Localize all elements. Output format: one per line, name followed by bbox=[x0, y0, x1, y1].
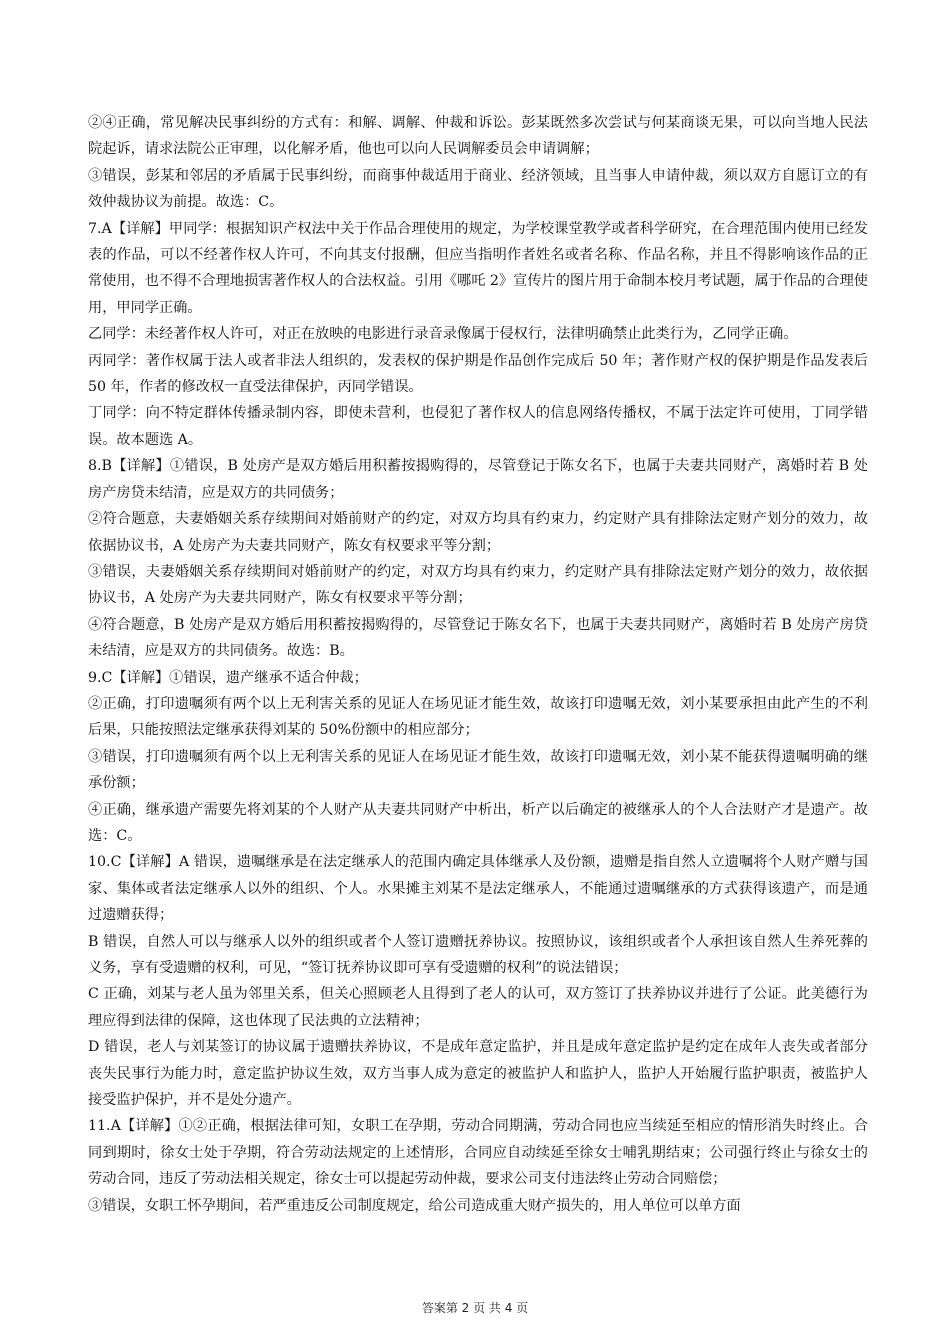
paragraph: ③错误，夫妻婚姻关系存续期间对婚前财产的约定，对双方均具有约束力，约定财产具有排除法定财产划分的效力，故依据协议书，A 处房产为夫妻共同财产，陈女有权要求平等分割； bbox=[88, 563, 868, 607]
paragraph: D 错误，老人与刘某签订的协议属于遗赠扶养协议，不是成年意定监护，并且是成年意定监护是约定在成年人丧失或者部分丧失民事行为能力时，意定监护协议生效，双方当事人成为意定的被监护人和监护人，监护人开始履行监护职责，被监护人接受监护保护，并不是处分遗产。 bbox=[88, 1039, 868, 1109]
paragraph: ②符合题意，夫妻婚姻关系存续期间对婚前财产的约定，对双方均具有约束力，约定财产具有排除法定财产划分的效力，故依据协议书，A 处房产为夫妻共同财产，陈女有权要求平等分割； bbox=[88, 511, 868, 554]
paragraph: 9.C【详解】①错误，遗产继承不适合仲裁； bbox=[88, 669, 368, 686]
page-footer: 答案第 2 页 共 4 页 bbox=[421, 1301, 529, 1315]
paragraph: 丁同学：向不特定群体传播录制内容，即使未营利，也侵犯了著作权人的信息网络传播权，不属于法定许可使用，丁同学错误。故本题选 A。 bbox=[88, 405, 868, 448]
paragraph: 丙同学：著作权属于法人或者非法人组织的，发表权的保护期是作品创作完成后 50 年；著作财产权的保护期是作品发表后 50 年，作者的修改权一直受法律保护，丙同学错误。 bbox=[88, 352, 868, 396]
paragraph: 乙同学：未经著作权人许可，对正在放映的电影进行录音录像属于侵权行，法律明确禁止此类行为，乙同学正确。 bbox=[88, 326, 798, 343]
paragraph: 11.A【详解】①②正确，根据法律可知，女职工在孕期，劳动合同期满，劳动合同也应当续延至相应的情形消失时终止。合同到期时，徐女士处于孕期，符合劳动法规定的上述情形，合同应自动续延至徐女士哺乳期结束；公司强行终止与徐女士的劳动合同，违反了劳动法相关规定，徐女士可以提起劳动仲裁，要求公司支付违法终止劳动合同赔偿； bbox=[88, 1118, 868, 1188]
paragraph: 10.C【详解】A 错误，遗嘱继承是在法定继承人的范围内确定具体继承人及份额，遗赠是指自然人立遗嘱将个人财产赠与国家、集体或者法定继承人以外的组织、个人。水果摊主刘某不是法定继承人，不能通过遗嘱继承的方式获得该遗产，而是通过遗赠获得； bbox=[88, 854, 868, 924]
paragraph: 8.B【详解】①错误，B 处房产是双方婚后用积蓄按揭购得的，尽管登记于陈女名下，也属于夫妻共同财产，离婚时若 B 处房产房贷未结清，应是双方的共同债务； bbox=[88, 458, 868, 501]
paragraph: ③错误，女职工怀孕期间，若严重违反公司制度规定，给公司造成重大财产损失的，用人单位可以单方面 bbox=[88, 1197, 741, 1214]
paragraph: ②正确，打印遗嘱须有两个以上无利害关系的见证人在场见证才能生效，故该打印遗嘱无效，刘小某要承担由此产生的不利后果，只能按照法定继承获得刘某的 50%份额中的相应部分； bbox=[88, 695, 868, 739]
paragraph: C 正确，刘某与老人虽为邻里关系，但关心照顾老人且得到了老人的认可，双方签订了扶养协议并进行了公证。此美德行为理应得到法律的保障，这也体现了民法典的立法精神； bbox=[88, 986, 868, 1029]
paragraph: B 错误，自然人可以与继承人以外的组织或者个人签订遗赠抚养协议。按照协议，该组织或者个人承担该自然人生养死葬的义务，享有受遗赠的权利，可见，“签订抚养协议即可享有受遗赠的权利”的说法错误； bbox=[88, 933, 868, 976]
paragraph: ③错误，打印遗嘱须有两个以上无利害关系的见证人在场见证才能生效，故该打印遗嘱无效，刘小某不能获得遗嘱明确的继承份额； bbox=[88, 748, 868, 792]
document-body bbox=[88, 110, 868, 1219]
paragraph: ②④正确，常见解决民事纠纷的方式有：和解、调解、仲裁和诉讼。彭某既然多次尝试与何某商谈无果，可以向当地人民法院起诉，请求法院公正审理，以化解矛盾，他也可以向人民调解委员会申请调解； bbox=[88, 115, 868, 158]
paragraph: 7.A【详解】甲同学：根据知识产权法中关于作品合理使用的规定，为学校课堂教学或者科学研究，在合理范围内使用已经发表的作品，可以不经著作权人许可，不向其支付报酬，但应当指明作者姓名或者名称、作品名称，并且不得影响该作品的正常使用，也不得不合理地损害著作权人的合法权益。引用《哪吒 2》宣传片的图片用于命制本校月考试题，属于作品的合理使用，甲同学正确。 bbox=[88, 220, 868, 316]
paragraph: ③错误，彭某和邻居的矛盾属于民事纠纷，而商事仲裁适用于商业、经济领域，且当事人申请仲裁，须以双方自愿订立的有效仲裁协议为前提。故选：C。 bbox=[88, 167, 868, 211]
paragraph: ④正确，继承遗产需要先将刘某的个人财产从夫妻共同财产中析出，析产以后确定的被继承人的个人合法财产才是遗产。故选：C。 bbox=[88, 801, 868, 844]
paragraph: ④符合题意，B 处房产是双方婚后用积蓄按揭购得的，尽管登记于陈女名下，也属于夫妻共同财产，离婚时若 B 处房产房贷未结清，应是双方的共同债务。故选：B。 bbox=[88, 616, 868, 660]
